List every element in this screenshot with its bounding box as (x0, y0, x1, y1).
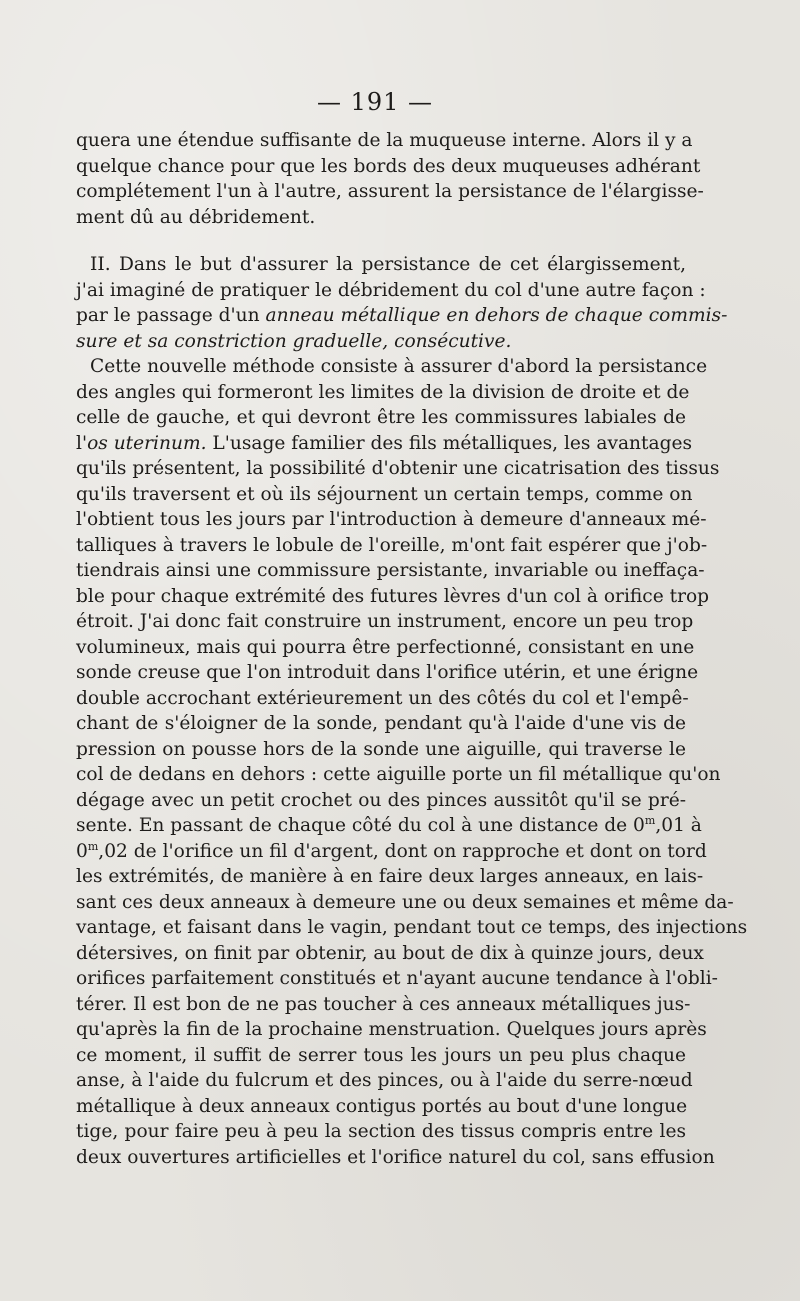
text-line: quelque chance pour que les bords des deux muqueuses adhérant (76, 155, 701, 177)
text-line: complétement l'un à l'autre, assurent la persistance de l'élargisse- (76, 181, 704, 202)
text-line: II. Dans le but d'assurer la persistance de cet élargissement, (90, 254, 686, 275)
text-line: sure et sa constriction graduelle, consécutive. (76, 330, 512, 352)
text-line: 0$^m$,02 de l'orifice un fil d'argent, dont on rapproche et dont on tord (76, 839, 707, 862)
text-line: j'ai imaginé de pratiquer le débridement du col d'une autre façon : (76, 279, 706, 301)
text-line: anse, à l'aide du fulcrum et des pinces, ou à l'aide du serre-nœud (76, 1070, 693, 1091)
text-line: tiendrais ainsi une commissure persistante, invariable ou ineffaça- (76, 560, 705, 581)
text-line: ment dû au débridement. (76, 206, 316, 228)
text-line: chant de s'éloigner de la sonde, pendant qu'à l'aide d'une vis de (76, 713, 686, 734)
body-text (76, 128, 748, 1170)
text-line: volumineux, mais qui pourra être perfectionné, consistant en une (76, 636, 695, 658)
text-line: qu'ils traversent et où ils séjournent un certain temps, comme on (76, 483, 693, 505)
text-line: double accrochant extérieurement un des côtés du col et l'empê- (76, 687, 689, 709)
text-line: orifices parfaitement constitués et n'ayant aucune tendance à l'obli- (76, 968, 718, 989)
paragraph (76, 354, 748, 1170)
text-line: tige, pour faire peu à peu la section des tissus compris entre les (76, 1121, 686, 1142)
text-line: talliques à travers le lobule de l'oreille, m'ont fait espérer que j'ob- (76, 534, 708, 556)
text-line: col de dedans en dehors : cette aiguille porte un fil métallique qu'on (76, 764, 721, 785)
text-line: térer. Il est bon de ne pas toucher à ces anneaux métalliques jus- (76, 993, 691, 1015)
text-line: qu'ils présentent, la possibilité d'obtenir une cicatrisation des tissus (76, 458, 720, 479)
text-line: métallique à deux anneaux contigus portés au bout d'une longue (76, 1095, 688, 1117)
text-line: sant ces deux anneaux à demeure une ou deux semaines et même da- (76, 891, 734, 913)
text-line: ble pour chaque extrémité des futures lèvres d'un col à orifice trop (76, 585, 710, 607)
text-line: détersives, on finit par obtenir, au bout de dix à quinze jours, deux (76, 942, 704, 964)
text-line: deux ouvertures artificielles et l'orifice naturel du col, sans effusion (76, 1146, 715, 1168)
text-line: sente. En passant de chaque côté du col à une distance de 0$^m$,01 à (76, 814, 702, 836)
paragraph (76, 128, 704, 230)
text-line: dégage avec un petit crochet ou des pinces aussitôt qu'il se pré- (76, 789, 686, 811)
text-line: étroit. J'ai donc fait construire un instrument, encore un peu trop (76, 611, 694, 632)
text-line: quera une étendue suffisante de la muqueuse interne. Alors il y a (76, 130, 693, 151)
text-line: les extrémités, de manière à en faire deux larges anneaux, en lais- (76, 866, 704, 887)
text-line: pression on pousse hors de la sonde une aiguille, qui traverse le (76, 738, 686, 760)
text-line: vantage, et faisant dans le vagin, pendant tout ce temps, des injections (76, 917, 748, 938)
text-line: celle de gauche, et qui devront être les commissures labiales de (76, 407, 686, 428)
text-line: sonde creuse que l'on introduit dans l'orifice utérin, et une érigne (76, 662, 699, 683)
text-line: Cette nouvelle méthode consiste à assurer d'abord la persistance (90, 356, 708, 377)
text-line: par le passage d'un anneau métallique en dehors de chaque commis- (76, 305, 728, 326)
text-line: ce moment, il suffit de serrer tous les jours un peu plus chaque (76, 1044, 686, 1066)
paragraph (76, 252, 728, 354)
text-line: des angles qui formeront les limites de la division de droite et de (76, 381, 690, 403)
text-line: l'os uterinum. L'usage familier des fils métalliques, les avantages (76, 432, 693, 454)
text-line: qu'après la fin de la prochaine menstruation. Quelques jours après (76, 1019, 707, 1040)
page-number: — 191 — (316, 88, 434, 116)
text-line: l'obtient tous les jours par l'introduction à demeure d'anneaux mé- (76, 509, 707, 530)
